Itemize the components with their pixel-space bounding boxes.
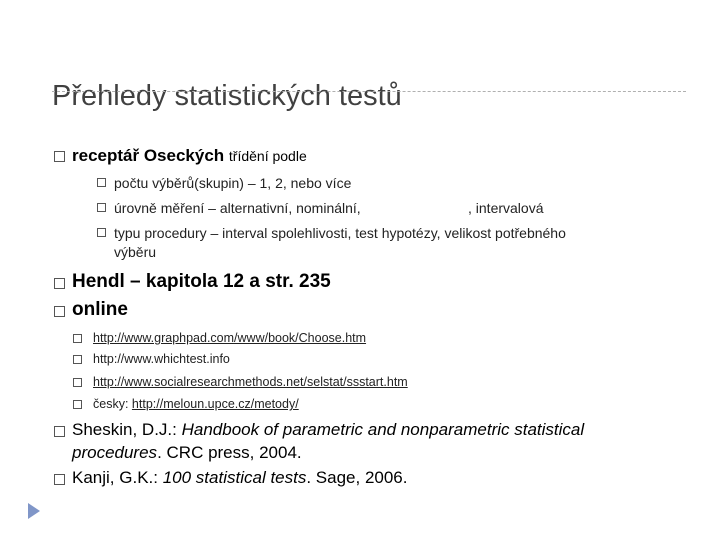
bullet-box-icon: [73, 355, 82, 364]
bullet-box-icon: [97, 228, 106, 237]
slide-title: Přehledy statistických testů: [52, 80, 402, 112]
ref-kanji-title: 100 statistical tests: [162, 468, 307, 487]
bullet-box-icon: [54, 426, 65, 437]
ref-sheskin-author: Sheskin, D.J.:: [72, 420, 177, 439]
ref-sheskin-line1: [72, 420, 584, 440]
item-receptar-lead: receptář Oseckých: [72, 146, 225, 165]
bullet-box-icon: [73, 334, 82, 343]
bullet-box-icon: [54, 278, 65, 289]
item-receptar: [72, 146, 307, 166]
ref-sheskin-tail: . CRC press, 2004.: [157, 443, 302, 462]
title-divider: [52, 91, 686, 92]
item-hendl: Hendl – kapitola 12 a str. 235: [72, 271, 331, 292]
link-socialresearchmethods[interactable]: http://www.socialresearchmethods.net/selstat/ssstart.htm: [93, 375, 408, 389]
bullet-box-icon: [54, 151, 65, 162]
subitem-typ-procedury-cont: výběru: [114, 244, 157, 260]
bullet-box-icon: [73, 400, 82, 409]
cesky-prefix: česky:: [93, 397, 129, 411]
bullet-box-icon: [97, 178, 106, 187]
subitem-pocet-vyberu: počtu výběrů(skupin) – 1, 2, nebo více: [114, 175, 352, 191]
ref-kanji-author: Kanji, G.K.:: [72, 468, 158, 487]
link-whichtest[interactable]: http://www.whichtest.info: [93, 352, 230, 366]
item-online: online: [72, 299, 128, 320]
bullet-box-icon: [54, 306, 65, 317]
ref-sheskin-title: Handbook of parametric and nonparametric statistical: [181, 420, 585, 439]
link-meloun[interactable]: http://meloun.upce.cz/metody/: [131, 397, 299, 411]
item-receptar-rest: třídění podle: [228, 148, 307, 164]
bullet-box-icon: [73, 378, 82, 387]
link-graphpad[interactable]: http://www.graphpad.com/www/book/Choose.htm: [93, 331, 367, 345]
subitem-uroven-mereni: úrovně měření – alternativní, nominální,: [114, 200, 361, 216]
item-cesky: [93, 397, 299, 411]
bullet-box-icon: [97, 203, 106, 212]
ref-kanji-tail: . Sage, 2006.: [306, 468, 408, 487]
bullet-box-icon: [54, 474, 65, 485]
ref-sheskin-line2: [72, 443, 302, 463]
slide-corner-arrow-icon: [28, 503, 40, 519]
subitem-typ-procedury: typu procedury – interval spolehlivosti, test hypotézy, velikost potřebného: [114, 225, 566, 241]
subitem-uroven-mereni-end: , intervalová: [468, 200, 544, 216]
ref-kanji: [72, 468, 407, 488]
ref-sheskin-title-end: procedures: [72, 443, 158, 462]
